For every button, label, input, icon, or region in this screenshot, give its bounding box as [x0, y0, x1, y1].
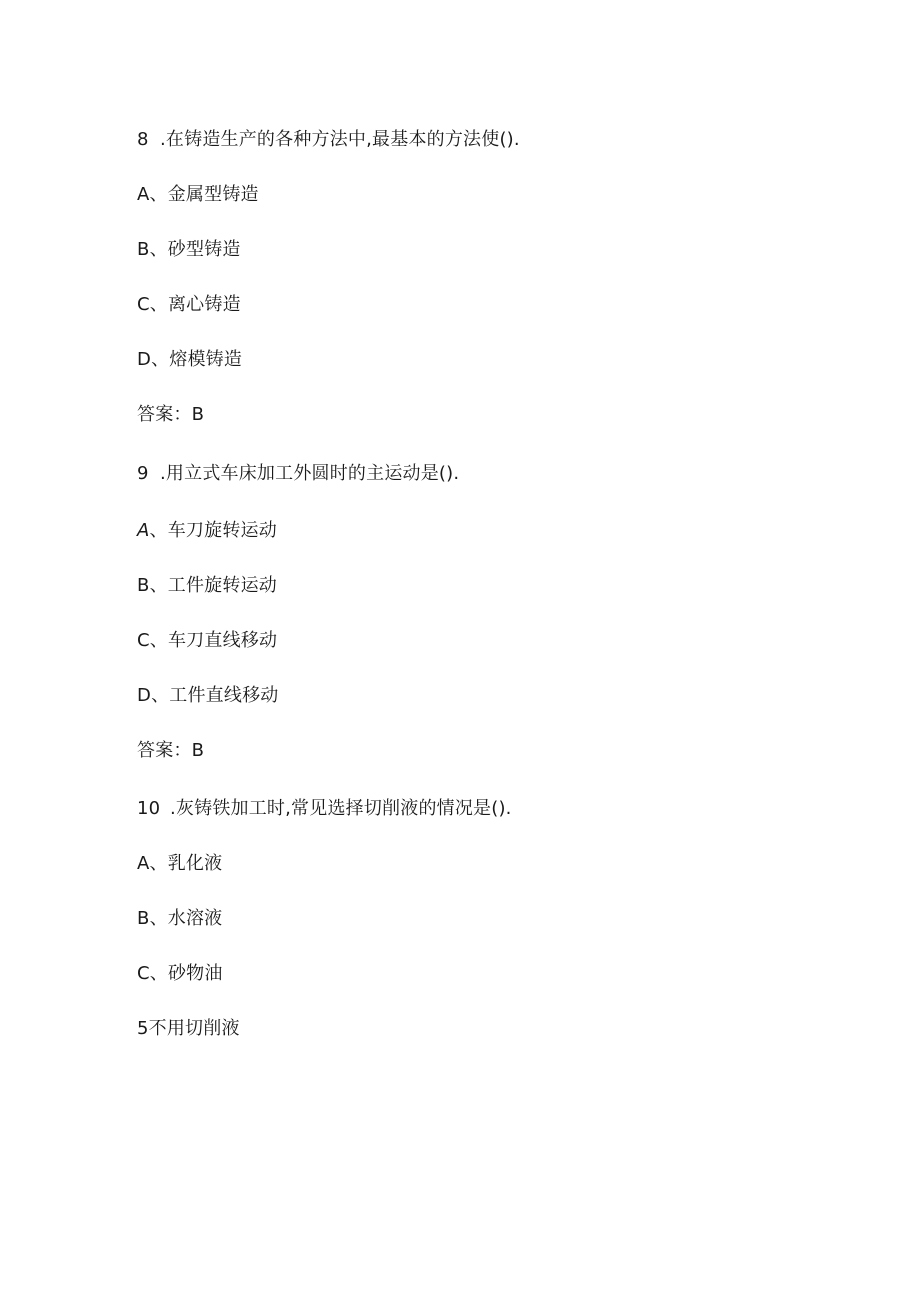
question-text: .灰铸铁加工时,常见选择切削液的情况是().	[170, 798, 512, 819]
option-a	[137, 519, 277, 543]
option-text: 砂物油	[167, 963, 223, 984]
question-10	[137, 797, 512, 821]
option-separator: 、	[149, 294, 168, 315]
option-a	[137, 183, 259, 207]
option-letter: B	[137, 239, 150, 260]
question-number: 9	[137, 463, 149, 484]
option-letter: C	[137, 963, 150, 984]
option-separator: 、	[149, 239, 168, 260]
option-text: 金属型铸造	[167, 184, 259, 205]
option-text: 离心铸造	[167, 294, 241, 315]
option-letter: C	[137, 294, 150, 315]
option-separator: 、	[149, 853, 168, 874]
option-text: 车刀旋转运动	[167, 520, 277, 541]
option-letter: A	[137, 184, 150, 205]
option-separator: 、	[151, 685, 170, 706]
option-d-line: 5不用切削液	[137, 1018, 240, 1039]
option-a	[137, 852, 222, 876]
option-separator: 、	[149, 908, 168, 929]
question-number: 10	[137, 798, 161, 819]
question-text: .用立式车床加工外圆时的主运动是().	[160, 463, 460, 484]
option-b	[137, 907, 222, 931]
option-text: 乳化液	[167, 853, 223, 874]
answer-line: 答案：B	[137, 404, 205, 425]
option-text: 砂型铸造	[167, 239, 241, 260]
option-text: 工件旋转运动	[167, 575, 277, 596]
option-text: 熔模铸造	[169, 349, 243, 370]
option-d	[137, 348, 242, 372]
option-separator: 、	[149, 963, 168, 984]
option-d	[137, 684, 278, 708]
option-c	[137, 629, 277, 653]
question-text: .在铸造生产的各种方法中,最基本的方法使().	[160, 129, 520, 150]
option-letter: A	[137, 520, 150, 541]
option-separator: 、	[151, 349, 170, 370]
answer-line: 答案：B	[137, 740, 205, 761]
option-letter: D	[137, 685, 152, 706]
option-letter: A	[137, 853, 150, 874]
option-b	[137, 238, 241, 262]
option-separator: 、	[149, 630, 168, 651]
option-c	[137, 962, 223, 986]
option-text: 水溶液	[167, 908, 223, 929]
option-letter: B	[137, 575, 150, 596]
question-9	[137, 462, 459, 486]
option-letter: D	[137, 349, 152, 370]
option-text: 车刀直线移动	[167, 630, 278, 651]
option-separator: 、	[149, 184, 168, 205]
option-letter: C	[137, 630, 150, 651]
option-text: 工件直线移动	[169, 685, 279, 706]
question-number: 8	[137, 129, 149, 150]
option-c	[137, 293, 241, 317]
option-b	[137, 574, 277, 598]
option-separator: 、	[149, 520, 168, 541]
option-letter: B	[137, 908, 150, 929]
option-separator: 、	[149, 575, 168, 596]
question-8	[137, 128, 520, 152]
